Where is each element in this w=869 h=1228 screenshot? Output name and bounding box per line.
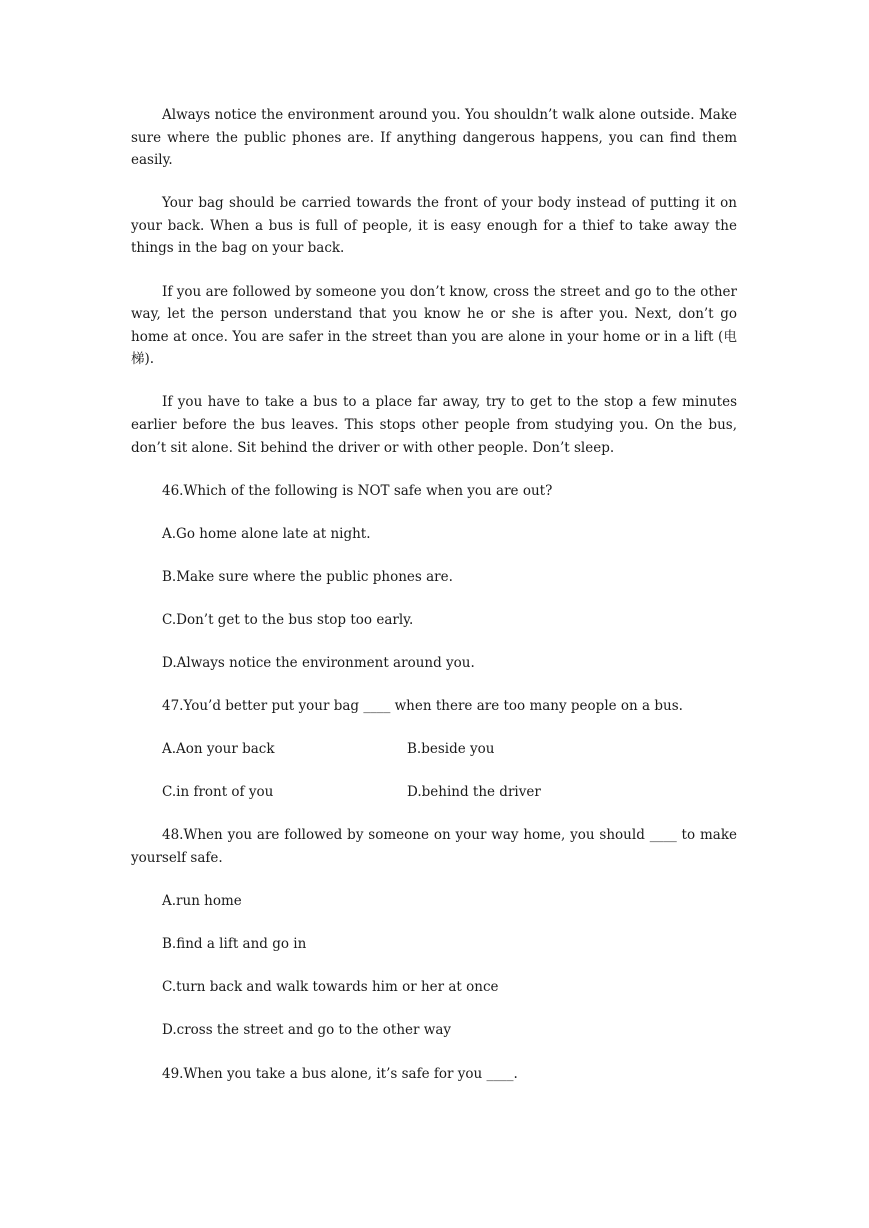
question-46-option-c: C.Don’t get to the bus stop too early.	[162, 612, 414, 628]
passage-paragraph-1: Always notice the environment around you. You shouldn’t walk alone outside. Make sure where the public phones are. If anything dangerous happens, you can find them easily.	[131, 107, 737, 169]
question-46-option-d: D.Always notice the environment around you.	[162, 655, 475, 672]
question-48-option-c: C.turn back and walk towards him or her at once	[162, 979, 499, 996]
passage-paragraph-2: Your bag should be carried towards the front of your body instead of putting it on your back. When a bus is full of people, it is easy enough for a thief to take away the things in the bag on your back.	[131, 195, 737, 257]
question-47-option-d: D.behind the driver	[407, 784, 541, 801]
question-47-stem: 47.You’d better put your bag ____ when there are too many people on a bus.	[162, 698, 683, 715]
question-46	[131, 480, 737, 675]
question-48	[131, 824, 737, 1042]
question-46-option-b: B.Make sure where the public phones are.	[162, 568, 453, 585]
question-47-option-b: B.beside you	[407, 741, 495, 758]
question-48-stem: 48.When you are followed by someone on your way home, you should ____ to make yourself safe.	[131, 827, 737, 867]
question-47-options-row-2	[131, 781, 737, 804]
question-47-options-row-1	[131, 738, 737, 761]
question-46-option-a: A.Go home alone late at night.	[162, 525, 371, 542]
passage-paragraph-4: If you have to take a bus to a place far away, try to get to the stop a few minutes earlier before the bus leaves. This stops other people from studying you. On the bus, don’t sit alone. Sit behind the driver or with other people. Don’t sleep.	[131, 394, 737, 456]
question-49	[131, 1063, 737, 1086]
question-48-option-b: B.find a lift and go in	[162, 936, 307, 953]
question-47-option-c: C.in front of you	[162, 784, 274, 801]
question-48-option-a: A.run home	[162, 893, 242, 910]
question-47-option-a: A.Aon your back	[162, 741, 275, 758]
question-48-option-d: D.cross the street and go to the other way	[162, 1022, 452, 1039]
question-47	[131, 695, 737, 804]
question-46-stem: 46.Which of the following is NOT safe when you are out?	[162, 482, 553, 499]
document-content	[131, 104, 737, 1106]
passage-paragraph-3: If you are followed by someone you don’t know, cross the street and go to the other way, let the person understand that you know he or she is after you. Next, don’t go home at once. You are safer in the street than you are alone in your home or in a lift (电梯).	[131, 283, 737, 368]
question-49-stem: 49.When you take a bus alone, it’s safe for you ____.	[162, 1065, 518, 1082]
